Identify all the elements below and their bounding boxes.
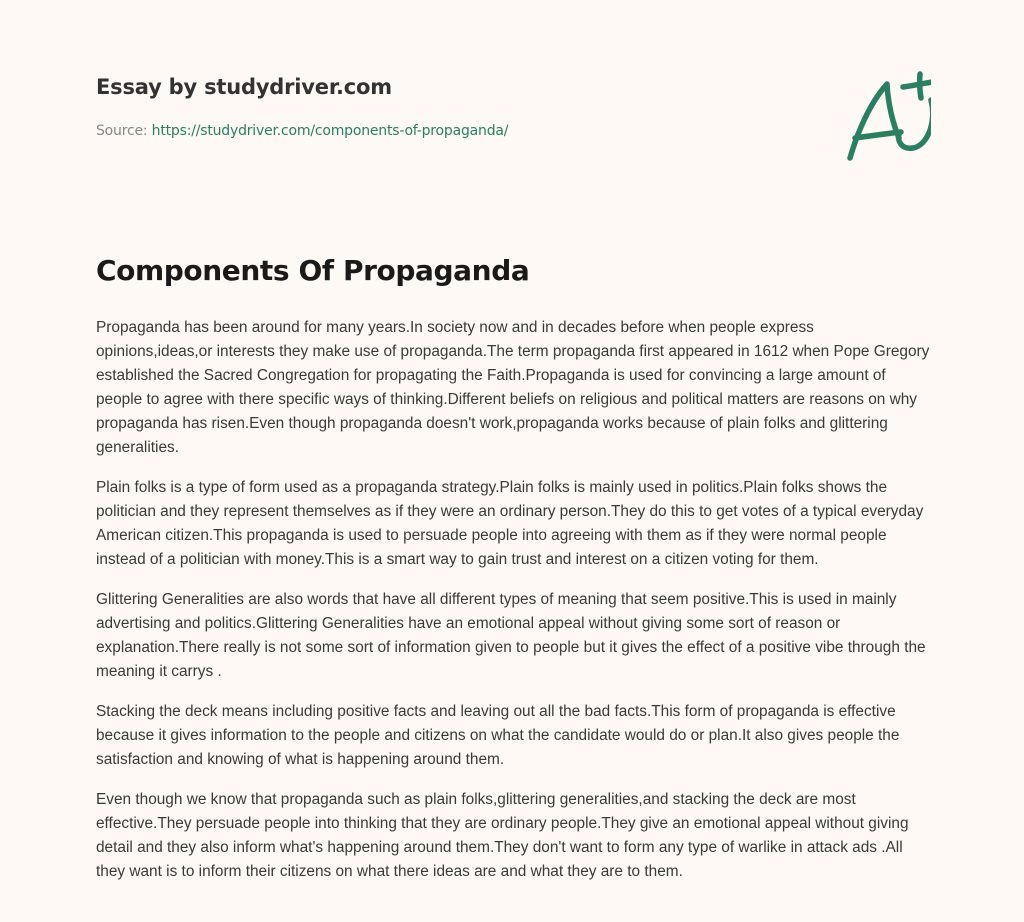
article-body <box>96 316 930 900</box>
source-label: Source: <box>96 123 152 139</box>
paragraph-stacking-the-deck: Stacking the deck means including positive facts and leaving out all the bad facts.This form of propaganda is effective because it gives information to the people and citizens on what the candidate would do or plan.It also gives people the satisfaction and knowing of what is happening around them. <box>96 703 900 768</box>
paragraph-conclusion: Even though we know that propaganda such as plain folks,glittering generalities,and stacking the deck are most effective.They persuade people into thinking that they are ordinary people.They give an emotional appeal without giving detail and they also inform what's happening around them.They don't want to form any type of warlike in attack ads .All they want is to inform their citizens on what there ideas are and what they are to them. <box>96 791 909 880</box>
paragraph-intro: Propaganda has been around for many years.In society now and in decades before when people express opinions,ideas,or interests they make use of propaganda.The term propaganda first appeared in 1612 when Pope Gregory established the Sacred Congregation for propagating the Faith.Propaganda is used for convincing a large amount of people to agree with there specific ways of thinking.Different beliefs on religious and political matters are reasons on why propaganda has risen.Even though propaganda doesn't work,propaganda works because of plain folks and glittering generalities. <box>96 319 930 456</box>
paragraph-glittering-generalities: Glittering Generalities are also words that have all different types of meaning that seem positive.This is used in mainly advertising and politics.Glittering Generalities have an emotional appeal without giving some sort of reason or explanation.There really is not some sort of information given to people but it gives the effect of a positive vibe through the meaning it carrys . <box>96 591 926 680</box>
paragraph-plain-folks: Plain folks is a type of form used as a propaganda strategy.Plain folks is mainly used in politics.Plain folks shows the politician and they represent themselves as if they were an ordinary person.They do this to get votes of a typical everyday American citizen.This propaganda is used to persuade people into agreeing with them as if they were normal people instead of a politician with money.This is a smart way to gain trust and interest on a citizen voting for them. <box>96 479 924 568</box>
brand-title: Essay by studydriver.com <box>96 75 392 99</box>
source-link[interactable]: https://studydriver.com/components-of-propaganda/ <box>151 123 509 139</box>
article-title: Components Of Propaganda <box>96 254 530 287</box>
page-header <box>96 0 928 200</box>
a-plus-grade-icon <box>821 62 931 172</box>
source-line <box>96 123 508 139</box>
